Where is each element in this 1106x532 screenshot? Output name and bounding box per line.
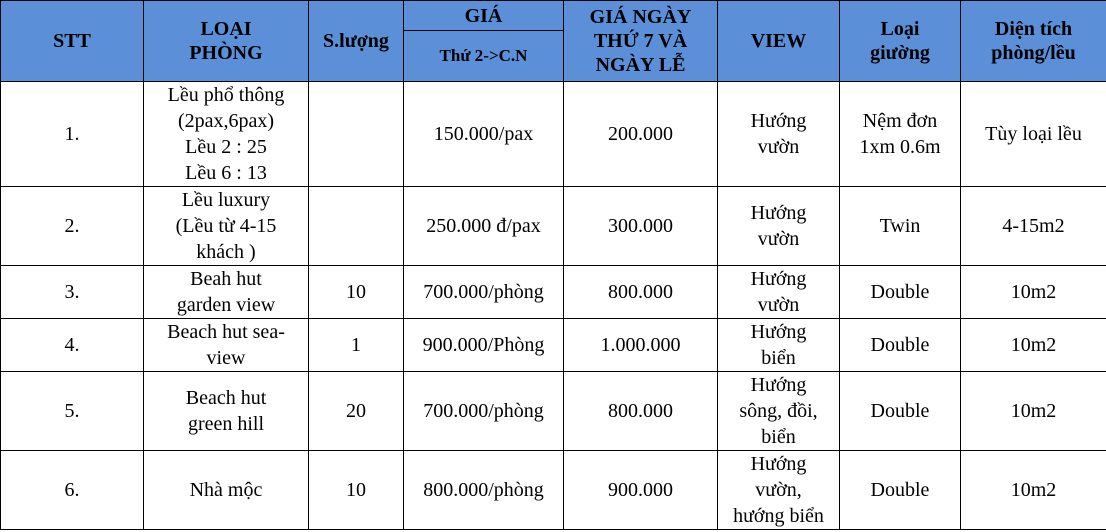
table-header bbox=[1, 1, 1106, 82]
cell-loai-giuong: Double bbox=[840, 319, 961, 372]
cell-view: Hướng vườn bbox=[718, 187, 840, 266]
table-row bbox=[1, 372, 1106, 451]
cell-gia-le: 800.000 bbox=[564, 266, 718, 319]
cell-loai-giuong: Double bbox=[840, 266, 961, 319]
cell-gia-le: 200.000 bbox=[564, 82, 718, 187]
cell-loai-phong: Beah hut garden view bbox=[144, 266, 309, 319]
cell-dien-tich: 10m2 bbox=[961, 266, 1106, 319]
cell-view: Hướng sông, đồi, biển bbox=[718, 372, 840, 451]
cell-gia: 150.000/pax bbox=[404, 82, 564, 187]
cell-loai-phong: Lều luxury (Lều từ 4-15 khách ) bbox=[144, 187, 309, 266]
cell-loai-giuong: Nệm đơn 1xm 0.6m bbox=[840, 82, 961, 187]
cell-gia: 900.000/Phòng bbox=[404, 319, 564, 372]
cell-gia: 800.000/phòng bbox=[404, 451, 564, 530]
cell-view: Hướng vườn bbox=[718, 82, 840, 187]
cell-loai-giuong: Double bbox=[840, 372, 961, 451]
header-gia: GIÁ bbox=[404, 1, 564, 31]
cell-view: Hướng vườn, hướng biển bbox=[718, 451, 840, 530]
cell-gia: 700.000/phòng bbox=[404, 372, 564, 451]
cell-stt: 4. bbox=[1, 319, 144, 372]
header-stt: STT bbox=[1, 1, 144, 82]
cell-loai-giuong: Twin bbox=[840, 187, 961, 266]
cell-loai-phong: Nhà mộc bbox=[144, 451, 309, 530]
cell-dien-tich: Tùy loại lều bbox=[961, 82, 1106, 187]
cell-so-luong bbox=[309, 82, 404, 187]
header-gia-sub: Thứ 2->C.N bbox=[404, 31, 564, 82]
cell-loai-phong: Beach hut sea- view bbox=[144, 319, 309, 372]
table-row bbox=[1, 451, 1106, 530]
cell-so-luong: 1 bbox=[309, 319, 404, 372]
cell-gia-le: 300.000 bbox=[564, 187, 718, 266]
header-loai-phong: LOẠI PHÒNG bbox=[144, 1, 309, 82]
cell-gia-le: 800.000 bbox=[564, 372, 718, 451]
cell-so-luong bbox=[309, 187, 404, 266]
cell-stt: 5. bbox=[1, 372, 144, 451]
header-loai-giuong: Loại giường bbox=[840, 1, 961, 82]
cell-view: Hướng biển bbox=[718, 319, 840, 372]
header-so-luong: S.lượng bbox=[309, 1, 404, 82]
cell-so-luong: 10 bbox=[309, 266, 404, 319]
cell-stt: 6. bbox=[1, 451, 144, 530]
cell-dien-tich: 10m2 bbox=[961, 451, 1106, 530]
cell-loai-phong: Beach hut green hill bbox=[144, 372, 309, 451]
cell-gia: 700.000/phòng bbox=[404, 266, 564, 319]
cell-stt: 2. bbox=[1, 187, 144, 266]
table-row bbox=[1, 319, 1106, 372]
table-row bbox=[1, 82, 1106, 187]
cell-loai-phong: Lều phổ thông (2pax,6pax) Lều 2 : 25 Lều 6 : 13 bbox=[144, 82, 309, 187]
table-row bbox=[1, 266, 1106, 319]
header-gia-ngay-le: GIÁ NGÀY THỨ 7 VÀ NGÀY LỄ bbox=[564, 1, 718, 82]
header-view: VIEW bbox=[718, 1, 840, 82]
table-row bbox=[1, 187, 1106, 266]
cell-dien-tich: 10m2 bbox=[961, 372, 1106, 451]
cell-so-luong: 20 bbox=[309, 372, 404, 451]
cell-gia-le: 1.000.000 bbox=[564, 319, 718, 372]
cell-stt: 1. bbox=[1, 82, 144, 187]
cell-so-luong: 10 bbox=[309, 451, 404, 530]
cell-dien-tich: 4-15m2 bbox=[961, 187, 1106, 266]
cell-view: Hướng vườn bbox=[718, 266, 840, 319]
cell-stt: 3. bbox=[1, 266, 144, 319]
header-dien-tich: Diện tích phòng/lều bbox=[961, 1, 1106, 82]
cell-gia: 250.000 đ/pax bbox=[404, 187, 564, 266]
cell-dien-tich: 10m2 bbox=[961, 319, 1106, 372]
cell-gia-le: 900.000 bbox=[564, 451, 718, 530]
cell-loai-giuong: Double bbox=[840, 451, 961, 530]
